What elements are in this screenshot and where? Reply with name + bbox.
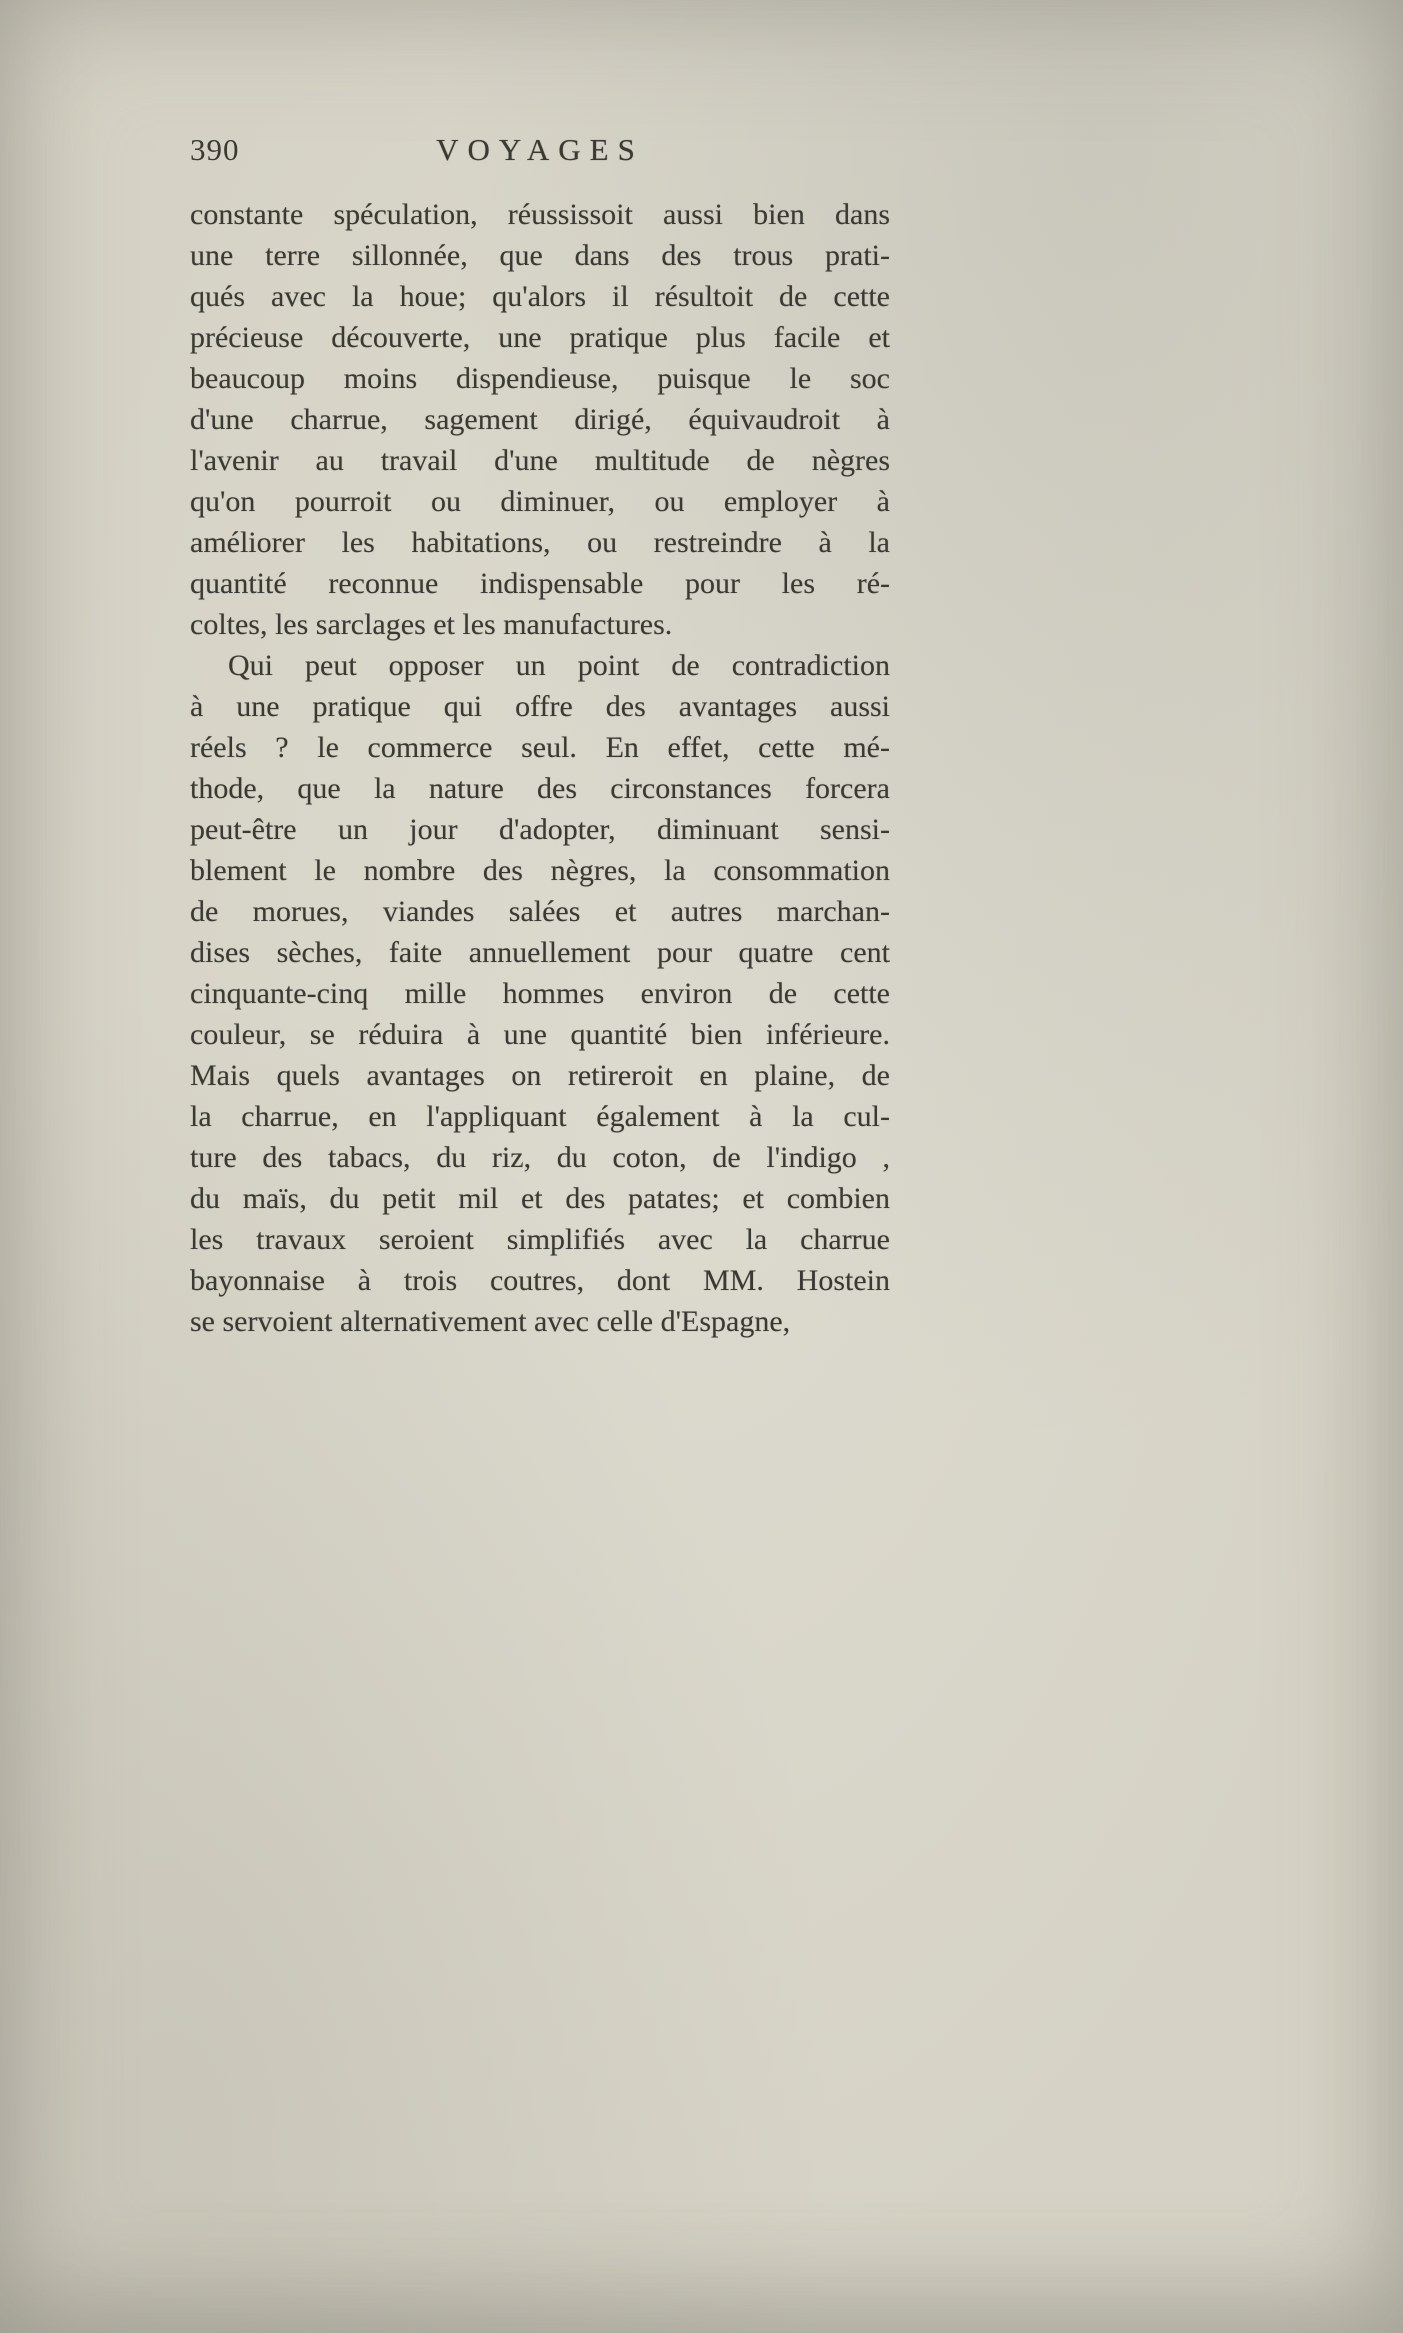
- text-block: [190, 194, 890, 1342]
- text-line: ture des tabacs, du riz, du coton, de l'indigo ,: [190, 1141, 890, 1174]
- text-line: peut-être un jour d'adopter, diminuant sensi-: [190, 813, 890, 846]
- text-line: d'une charrue, sagement dirigé, équivaudroit à: [190, 403, 890, 436]
- text-line: à une pratique qui offre des avantages aussi: [190, 690, 890, 723]
- text-line: de morues, viandes salées et autres marchan-: [190, 895, 890, 928]
- text-line: dises sèches, faite annuellement pour quatre cent: [190, 936, 890, 969]
- paragraph: [190, 194, 890, 645]
- page-header: [190, 132, 890, 180]
- text-line: précieuse découverte, une pratique plus facile et: [190, 321, 890, 354]
- text-line: se servoient alternativement avec celle d'Espagne,: [190, 1305, 791, 1338]
- text-line: cinquante-cinq mille hommes environ de cette: [190, 977, 890, 1010]
- text-line: beaucoup moins dispendieuse, puisque le soc: [190, 362, 890, 395]
- text-line: l'avenir au travail d'une multitude de nègres: [190, 444, 890, 477]
- text-line: la charrue, en l'appliquant également à la cul-: [190, 1100, 890, 1133]
- running-title: VOYAGES: [436, 132, 644, 167]
- text-line: quantité reconnue indispensable pour les ré-: [190, 567, 890, 600]
- text-line: Qui peut opposer un point de contradiction: [228, 649, 890, 682]
- text-line: thode, que la nature des circonstances forcera: [190, 772, 890, 805]
- text-line: qués avec la houe; qu'alors il résultoit de cette: [190, 280, 890, 313]
- text-line: qu'on pourroit ou diminuer, ou employer à: [190, 485, 890, 518]
- text-line: réels ? le commerce seul. En effet, cette mé-: [190, 731, 890, 764]
- text-line: une terre sillonnée, que dans des trous prati-: [190, 239, 890, 272]
- text-line: coltes, les sarclages et les manufactures.: [190, 608, 673, 641]
- text-line: couleur, se réduira à une quantité bien inférieure.: [190, 1018, 890, 1051]
- paragraph: [190, 645, 890, 1342]
- text-line: du maïs, du petit mil et des patates; et combien: [190, 1182, 890, 1215]
- text-line: améliorer les habitations, ou restreindre à la: [190, 526, 890, 559]
- text-line: constante spéculation, réussissoit aussi bien dans: [190, 198, 890, 231]
- text-line: bayonnaise à trois coutres, dont MM. Hostein: [190, 1264, 890, 1297]
- page-content: [190, 132, 890, 1342]
- text-line: blement le nombre des nègres, la consommation: [190, 854, 890, 887]
- page-number: 390: [190, 132, 240, 167]
- text-line: Mais quels avantages on retireroit en plaine, de: [190, 1059, 890, 1092]
- text-line: les travaux seroient simplifiés avec la charrue: [190, 1223, 890, 1256]
